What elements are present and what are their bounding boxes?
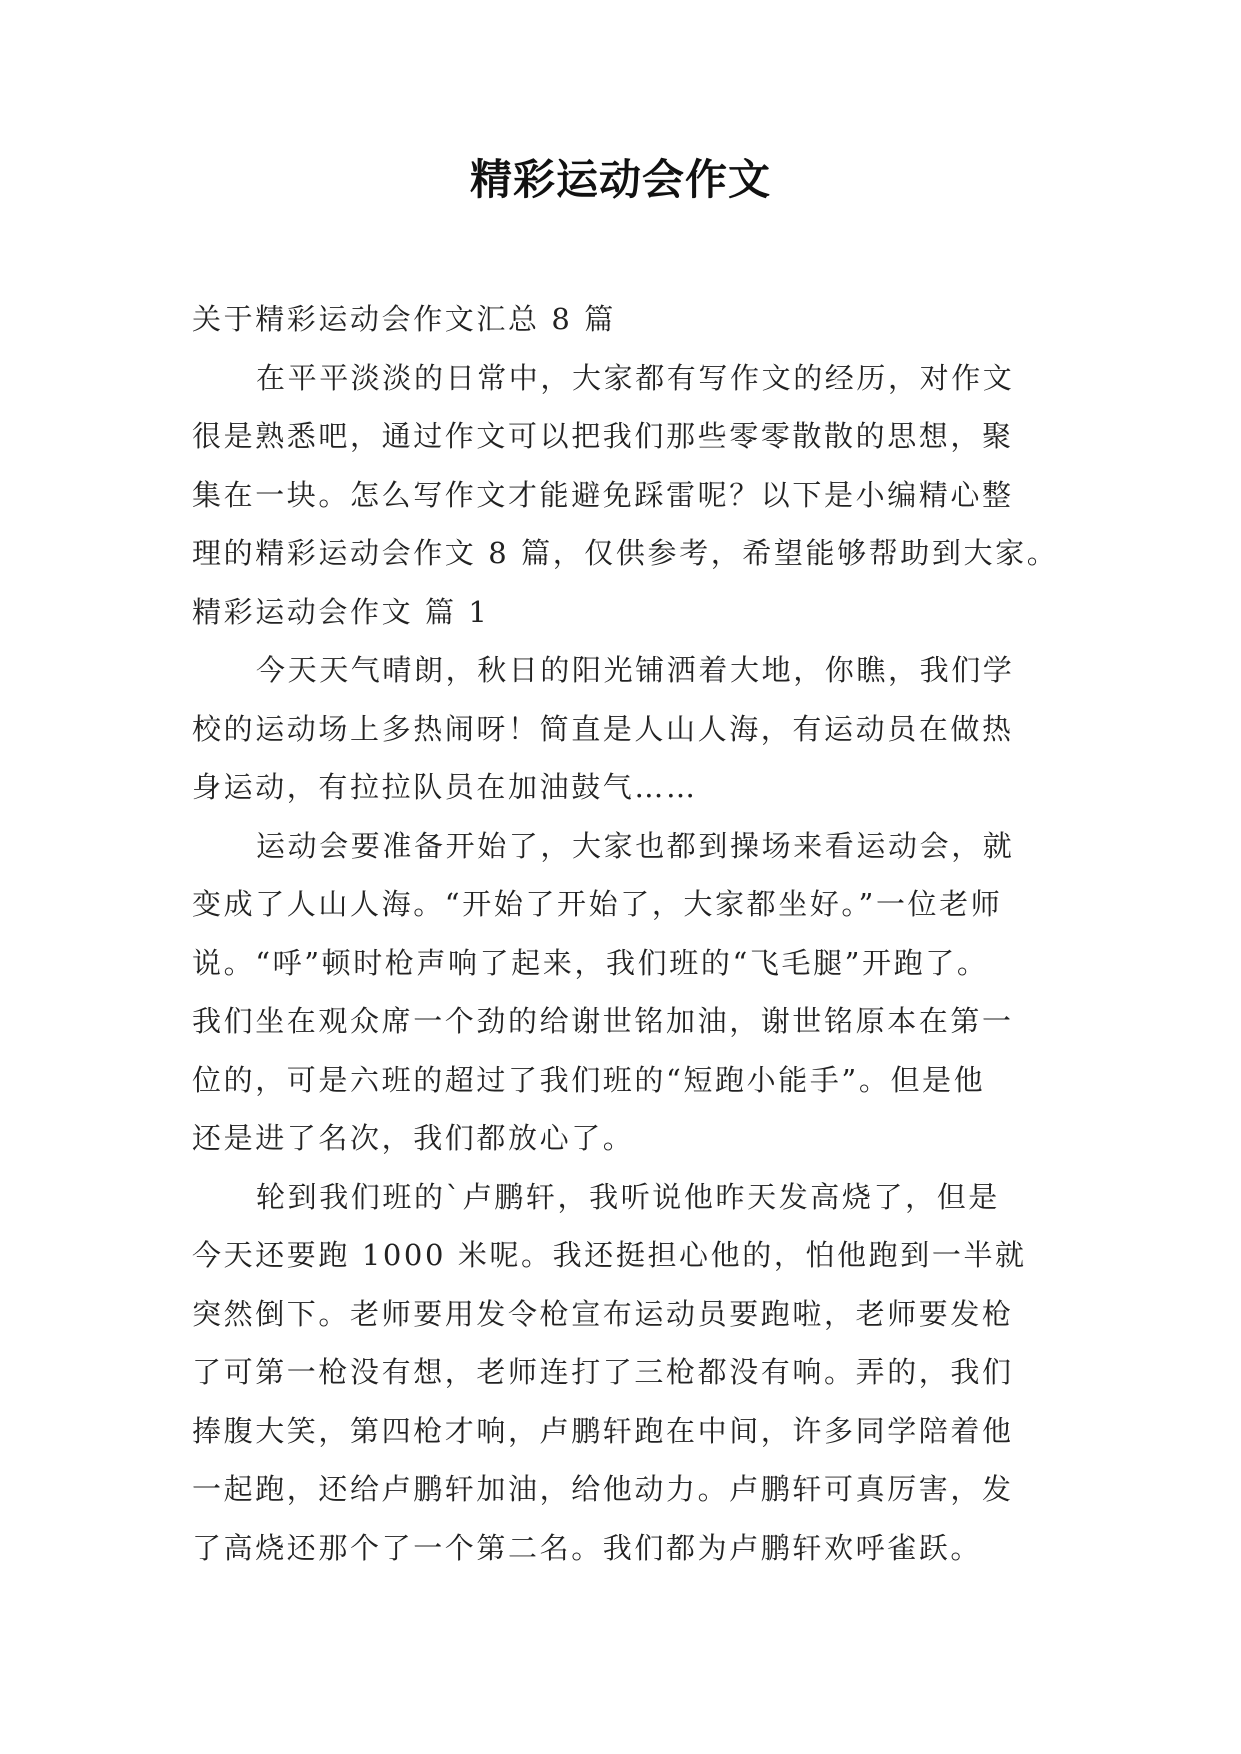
text-line: 校的运动场上多热闹呀！简直是人山人海，有运动员在做热: [192, 711, 1014, 746]
text-line: 一起跑，还给卢鹏轩加油，给他动力。卢鹏轩可真厉害，发: [192, 1472, 1014, 1506]
text-line: 捧腹大笑，第四枪才响，卢鹏轩跑在中间，许多同学陪着他: [192, 1413, 1014, 1448]
text-line: 运动会要准备开始了，大家也都到操场来看运动会，就: [256, 828, 1015, 863]
text-line: 说。“呼”顿时枪声响了起来，我们班的“飞毛腿”开跑了。: [192, 945, 989, 980]
text-line: 变成了人山人海。“开始了开始了，大家都坐好。”一位老师: [192, 887, 1003, 921]
text-line: 集在一块。怎么写作文才能避免踩雷呢？以下是小编精心整: [192, 477, 1014, 512]
text-line: 理的精彩运动会作文 8 篇，仅供参考，希望能够帮助到大家。: [192, 536, 1059, 570]
text-line: 轮到我们班的`卢鹏轩，我听说他昨天发高烧了，但是: [256, 1179, 1000, 1214]
text-line: 了可第一枪没有想，老师连打了三枪都没有响。弄的，我们: [192, 1355, 1014, 1389]
text-line: 在平平淡淡的日常中，大家都有写作文的经历，对作文: [256, 360, 1015, 395]
text-line: 精彩运动会作文 篇 1: [192, 594, 490, 629]
text-line: 还是进了名次，我们都放心了。: [192, 1121, 635, 1155]
document-body: [192, 290, 1062, 1577]
text-line: 今天还要跑 1000 米呢。我还挺担心他的，怕他跑到一半就: [192, 1238, 1027, 1272]
text-line: 今天天气晴朗，秋日的阳光铺洒着大地，你瞧，我们学: [256, 653, 1015, 687]
text-line: 我们坐在观众席一个劲的给谢世铭加油，谢世铭原本在第一: [192, 1004, 1014, 1038]
text-line: 了高烧还那个了一个第二名。我们都为卢鹏轩欢呼雀跃。: [192, 1530, 983, 1565]
text-line: 很是熟悉吧，通过作文可以把我们那些零零散散的思想，聚: [192, 419, 1014, 453]
document-title: 精彩运动会作文: [469, 155, 771, 204]
text-line: 位的，可是六班的超过了我们班的“短跑小能手”。但是他: [192, 1062, 986, 1097]
text-line: 关于精彩运动会作文汇总 8 篇: [192, 302, 616, 336]
text-line: 身运动，有拉拉队员在加油鼓气……: [192, 770, 698, 804]
text-line: 突然倒下。老师要用发令枪宣布运动员要跑啦，老师要发枪: [192, 1296, 1014, 1331]
